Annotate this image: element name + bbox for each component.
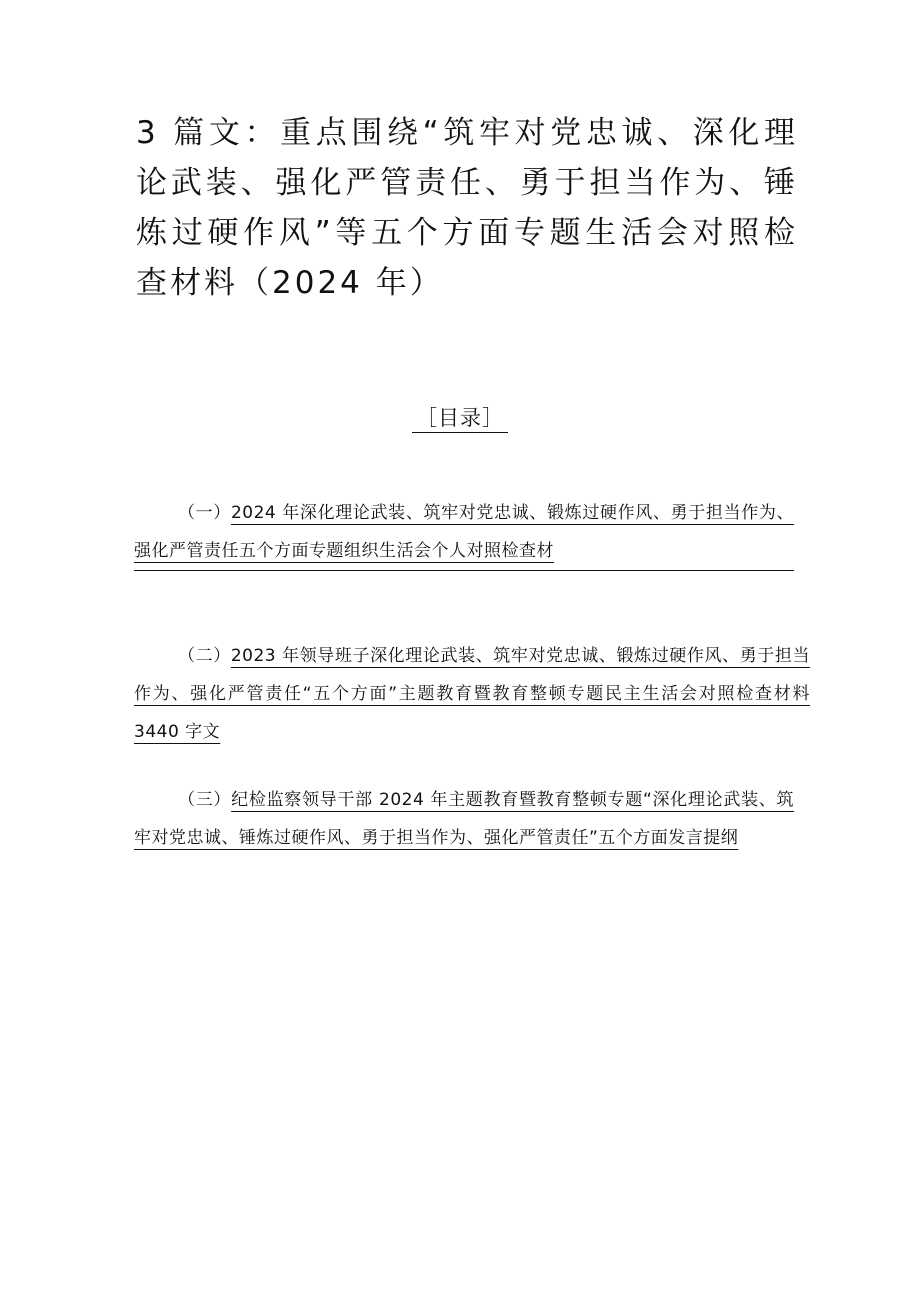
toc-item-2-prefix: （二） — [178, 646, 231, 666]
toc-item-1-link[interactable]: 2024 年深化理论武装、筑牢对党忠诚、锻炼过硬作风、勇于担当作为、强化严管责任五个方面专题组织生活会个人对照检查材 — [134, 503, 794, 561]
toc-item-1-prefix: （一） — [178, 503, 231, 523]
toc-heading-label: ［目录］ — [412, 406, 508, 433]
toc-item-1[interactable] — [134, 494, 794, 571]
toc-item-3[interactable] — [134, 781, 794, 857]
toc-item-3-link[interactable]: 纪检监察领导干部 2024 年主题教育暨教育整顿专题“深化理论武装、筑牢对党忠诚、锤炼过硬作风、勇于担当作为、强化严管责任”五个方面发言提纲 — [134, 790, 794, 848]
toc-item-3-prefix: （三） — [178, 790, 232, 810]
toc-heading — [0, 403, 920, 433]
toc-item-2[interactable] — [134, 637, 810, 751]
toc-item-2-link[interactable]: 2023 年领导班子深化理论武装、筑牢对党忠诚、锻炼过硬作风、勇于担当作为、强化严管责任“五个方面”主题教育暨教育整顿专题民主生活会对照检查材料 3440 字文 — [134, 646, 811, 742]
document-title: 3 篇文：重点围绕“筑牢对党忠诚、深化理论武装、强化严管责任、勇于担当作为、锤炼过硬作风”等五个方面专题生活会对照检查材料（2024 年） — [136, 115, 798, 301]
